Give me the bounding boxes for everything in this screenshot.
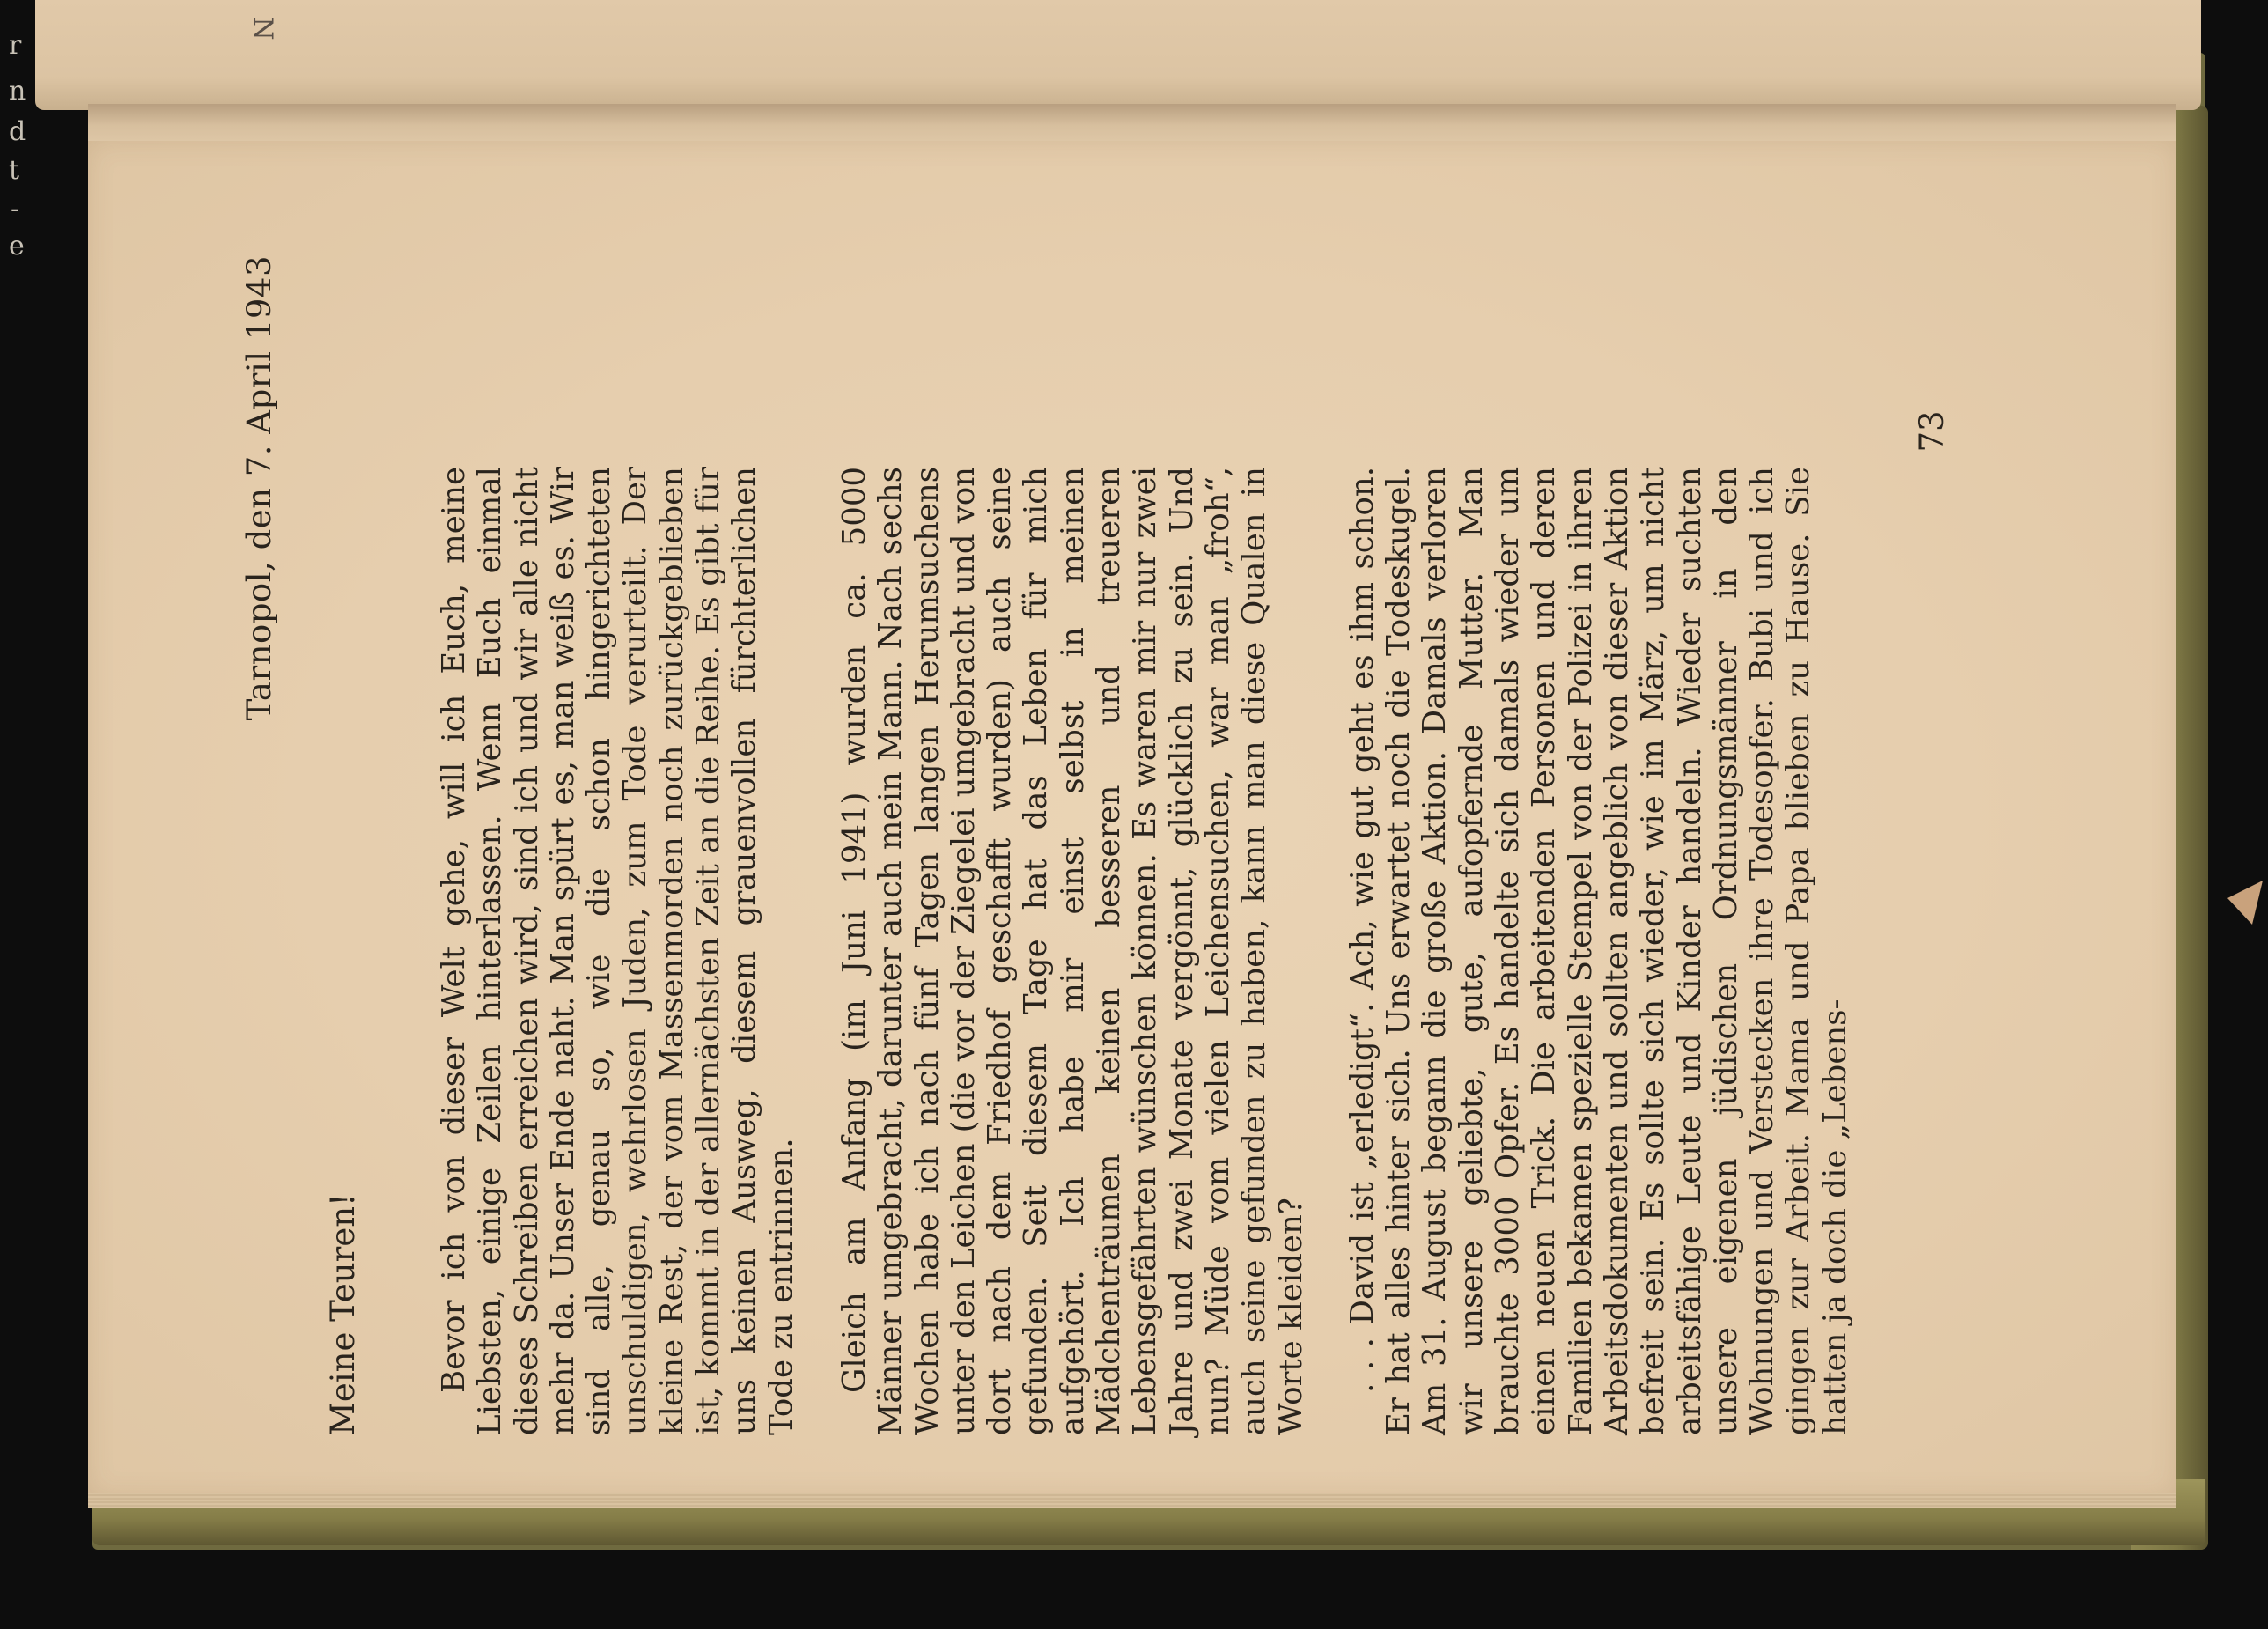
fragment: e [9, 231, 25, 262]
fragment: r [9, 30, 22, 61]
facing-page [35, 0, 2201, 110]
rotated-text-block [225, 203, 2073, 1435]
letter-body [436, 467, 1889, 1435]
paragraph: Bevor ich von dieser Welt gehe, will ich Euch, meine Liebsten, einige Zeilen hinterlassen. Wenn Euch einmal dieses Schreiben erreichen wird, sind ich und wir alle nicht mehr da. Unser Ende naht. Man spürt es, man weiß es. Wir sind alle, genau so, wie die schon hingerichteten unschuldigen, wehrlosen Juden, zum Tode verurteilt. Der kleine Rest, der vom Massenmorden noch zurückgeblieben ist, kommt in der allernächsten Zeit an die Reihe. Es gibt für uns keinen Ausweg, diesem grauenvollen fürchterlichen Tode zu entrinnen. [436, 467, 799, 1435]
paragraph: Gleich am Anfang (im Juni 1941) wurden ca. 5000 Männer umgebracht, darunter auch mein Mann. Nach sechs Wochen habe ich nach fünf Tagen langen Herumsuchens unter den Leichen (die vor der Ziegelei umgebracht und von dort nach dem Friedhof geschafft wurden) auch seine gefunden. Seit diesem Tage hat das Leben für mich aufgehört. Ich habe mir einst selbst in meinen Mädchenträumen keinen besseren und treueren Lebensgefährten wünschen können. Es waren mir nur zwei Jahre und zwei Monate vergönnt, glücklich zu sein. Und nun? Müde vom vielen Leichensuchen, war man „froh“, auch seine gefunden zu haben, kann man diese Qualen in Worte kleiden? [836, 467, 1309, 1435]
fragment: d [9, 116, 26, 147]
fragment: - [11, 194, 20, 225]
facing-page-fragments [0, 0, 35, 669]
facing-page-fragment: N [247, 17, 278, 41]
salutation: Meine Teuren! [324, 1193, 362, 1435]
place-date-line: Tarnopol, den 7. April 1943 [240, 255, 278, 721]
page-number: 73 [1913, 410, 1951, 453]
page-text-area [88, 141, 2176, 1497]
fragment: n [9, 76, 26, 107]
paragraph: . . . David ist „erledigt“. Ach, wie gut geht es ihm schon. Er hat alles hinter sich. Uns erwartet noch die Todeskugel. Am 31. August begann die große Aktion. Damals verloren wir unsere geliebte, gute, aufopfernde Mutter. Man brauchte 3000 Opfer. Es handelte sich damals wieder um einen neuen Trick. Die arbeitenden Personen und deren Familien bekamen spezielle Stempel von der Polizei in ihren Arbeitsdokumenten und sollten angeblich von dieser Aktion befreit sein. Es sollte sich wieder, wie im März, um nicht arbeitsfähige Leute und Kinder handeln. Wieder suchten unsere eigenen jüdischen Ordnungsmänner in den Wohnungen und Verstecken ihre Todesopfer. Bubi und ich gingen zur Arbeit. Mama und Papa blieben zu Hause. Sie hatten ja doch die „Lebens- [1344, 467, 1853, 1435]
fragment: t [9, 155, 20, 186]
